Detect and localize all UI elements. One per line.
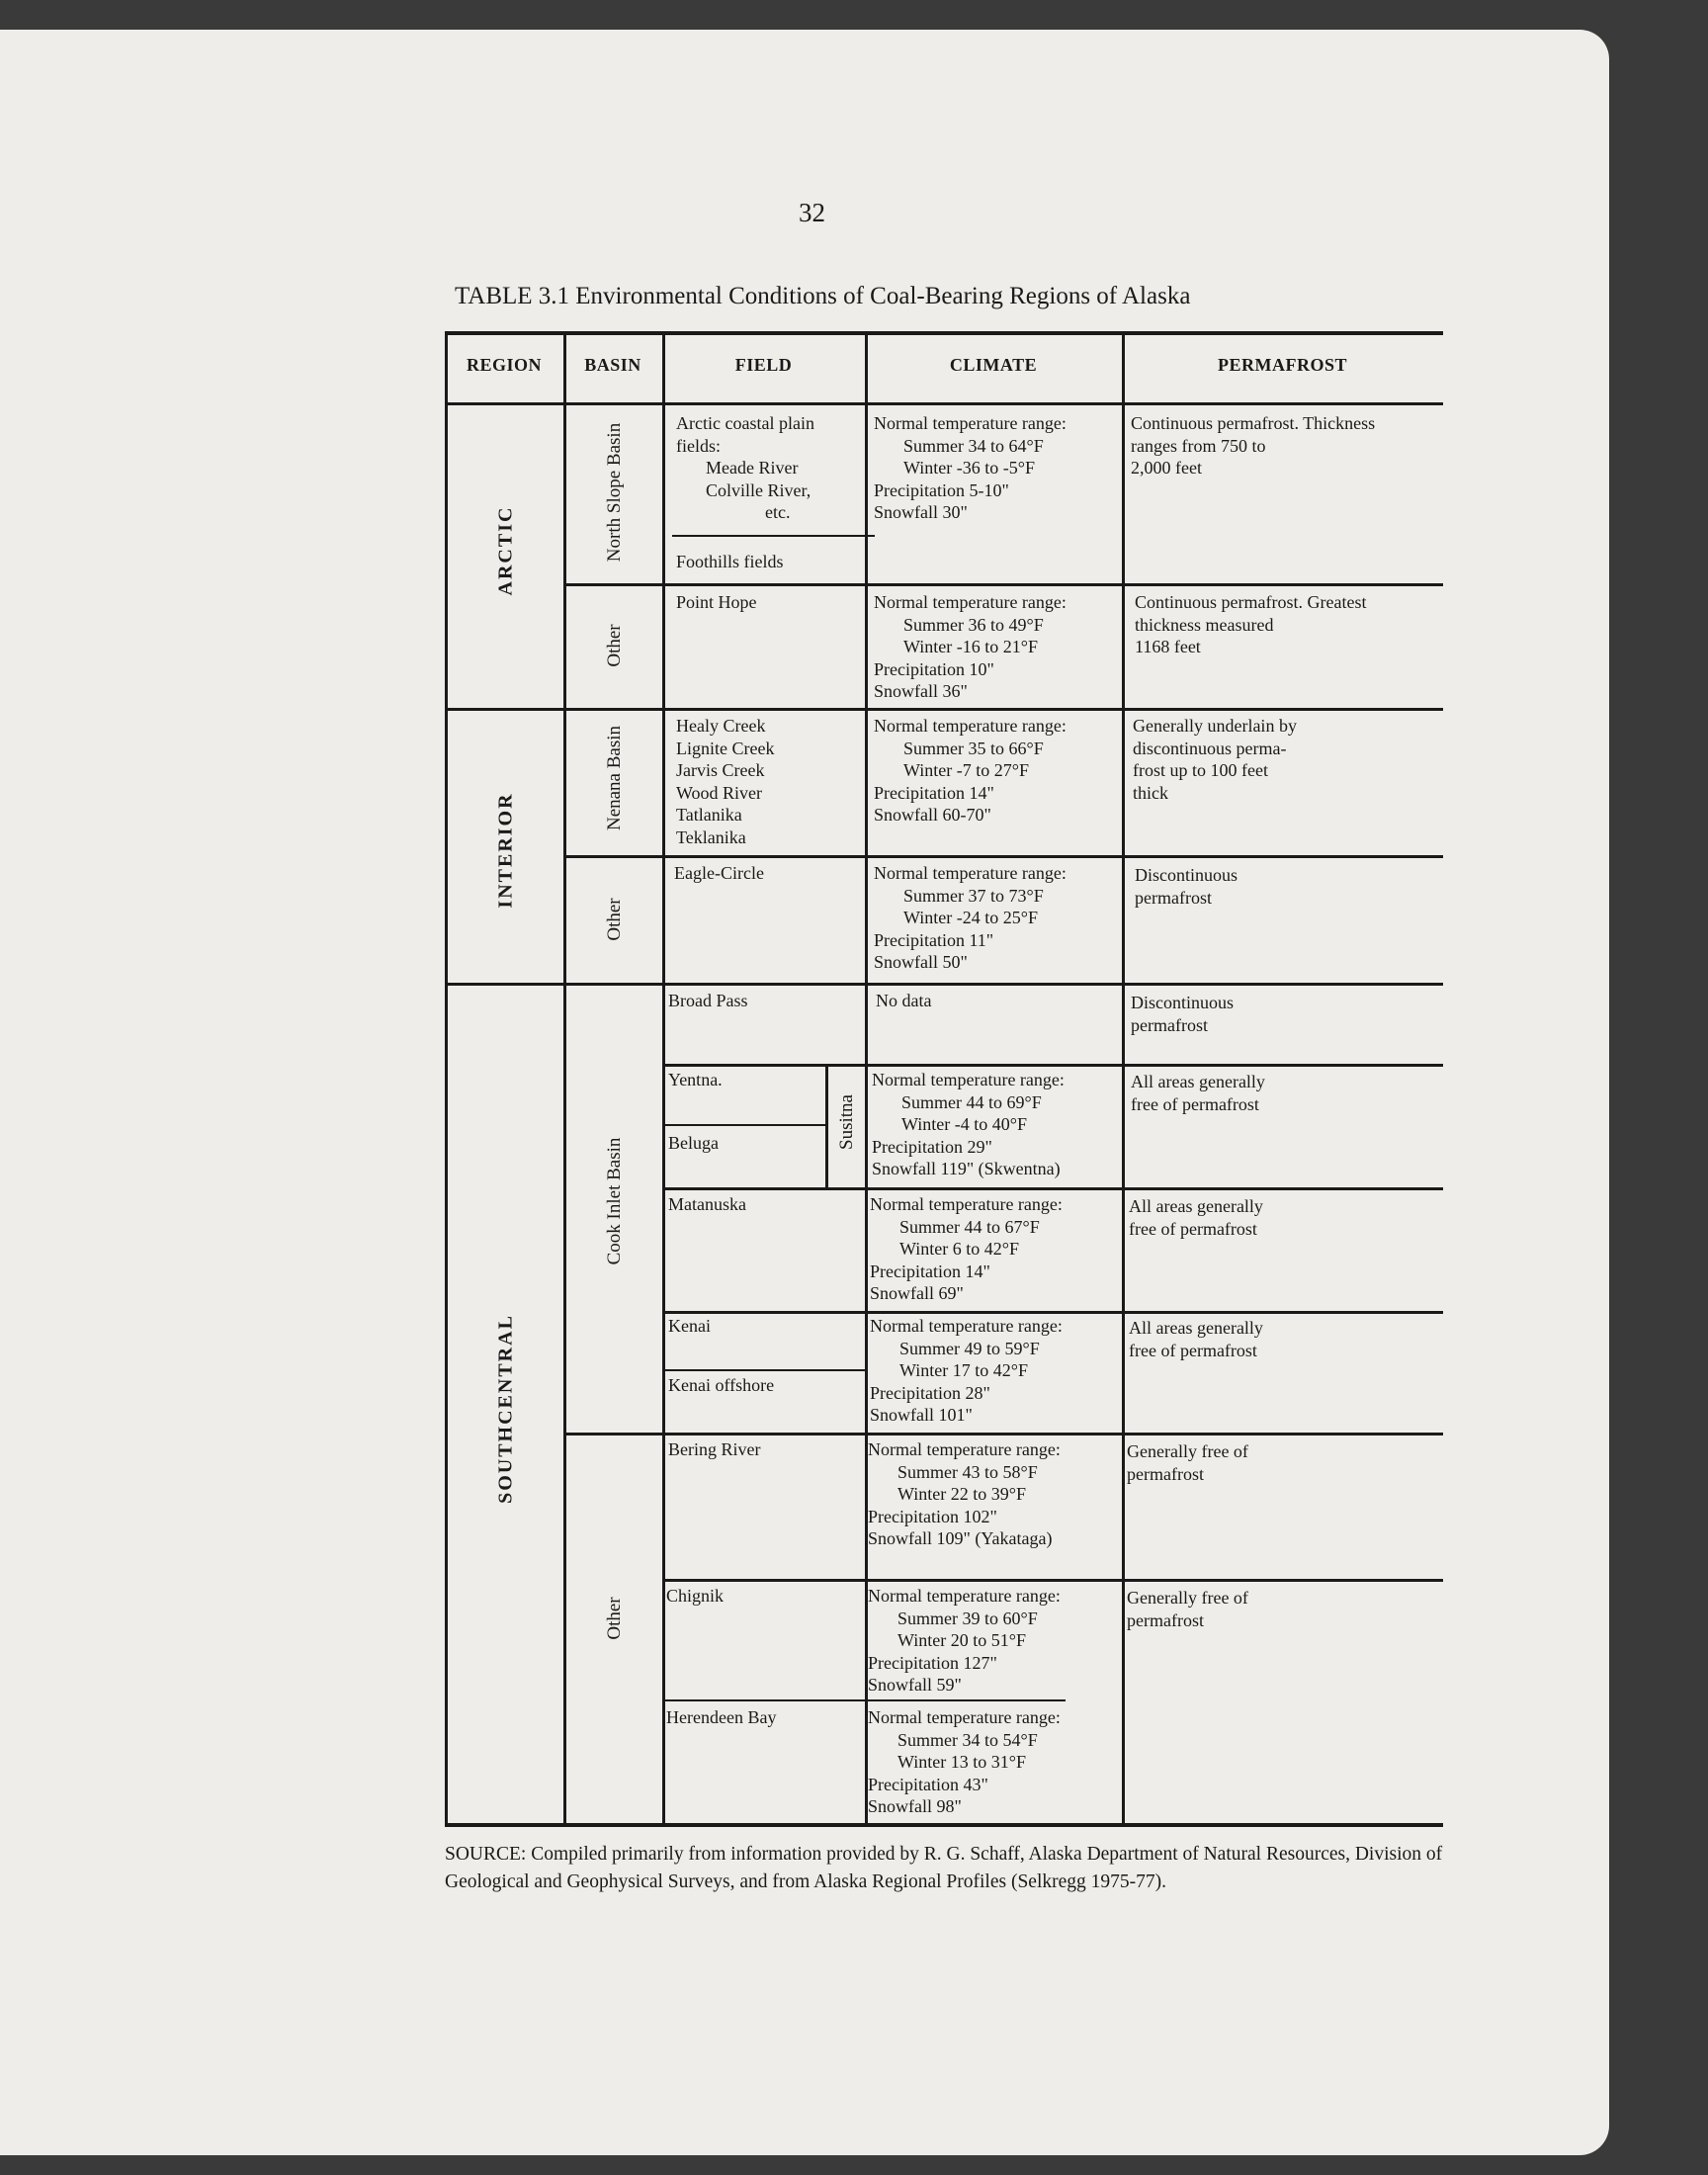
table-bottom-rule <box>445 1823 1443 1827</box>
region-rule <box>445 983 1443 986</box>
header-rule <box>445 402 1443 405</box>
climate-matanuska: Normal temperature range: Summer 44 to 67°F Winter 6 to 42°F Precipitation 14" Snowfall 69" <box>870 1194 1063 1303</box>
environmental-conditions-table <box>445 331 1443 1826</box>
region-interior: INTERIOR <box>494 792 517 909</box>
header-climate: CLIMATE <box>949 355 1038 375</box>
rule <box>662 331 665 1826</box>
region-rule <box>445 708 1443 711</box>
permafrost-broad-pass: Discontinuous permafrost <box>1131 993 1235 1035</box>
climate-herendeen-bay: Normal temperature range: Summer 34 to 54°F Winter 13 to 31°F Precipitation 43" Snowfall 98" <box>868 1707 1061 1816</box>
region-southcentral: SOUTHCENTRAL <box>494 1314 517 1504</box>
rule <box>662 1369 865 1371</box>
rule <box>662 1579 1443 1582</box>
permafrost-nenana: Generally underlain by discontinuous perma- frost up to 100 feet thick <box>1133 716 1297 803</box>
permafrost-kenai: All areas generally free of permafrost <box>1129 1318 1263 1360</box>
rule <box>672 535 875 537</box>
field-yentna: Yentna. <box>668 1070 723 1089</box>
field-herendeen-bay: Herendeen Bay <box>666 1707 777 1727</box>
field-broad-pass: Broad Pass <box>668 991 748 1010</box>
climate-north-slope: Normal temperature range: Summer 34 to 64°F Winter -36 to -5°F Precipitation 5-10" Snowfall 30" <box>874 413 1067 522</box>
header-region: REGION <box>466 355 542 375</box>
rule <box>662 1124 825 1126</box>
field-nenana-list: Healy Creek Lignite Creek Jarvis Creek Wood River Tatlanika Teklanika <box>676 716 775 847</box>
climate-bering-river: Normal temperature range: Summer 43 to 58°F Winter 22 to 39°F Precipitation 102" Snowfall 109" (Yakataga) <box>868 1439 1061 1548</box>
rule <box>825 1064 828 1187</box>
permafrost-bering-river: Generally free of permafrost <box>1127 1441 1248 1484</box>
climate-broad-pass: No data <box>876 991 932 1010</box>
header-basin: BASIN <box>584 355 641 375</box>
source-note: SOURCE: Compiled primarily from information provided by R. G. Schaff, Alaska Department of Natural Resources, Division of Geological and Geophysical Surveys, and from Alaska Regional Profiles (Selkregg 1975-77). <box>445 1844 1443 1892</box>
climate-kenai: Normal temperature range: Summer 49 to 59°F Winter 17 to 42°F Precipitation 28" Snowfall 101" <box>870 1316 1063 1425</box>
climate-eagle-circle: Normal temperature range: Summer 37 to 73°F Winter -24 to 25°F Precipitation 11" Snowfall 50" <box>874 863 1067 972</box>
field-eagle-circle: Eagle-Circle <box>674 863 764 883</box>
field-point-hope: Point Hope <box>676 592 757 612</box>
climate-chignik: Normal temperature range: Summer 39 to 60°F Winter 20 to 51°F Precipitation 127" Snowfall 59" <box>868 1586 1061 1695</box>
climate-susitna: Normal temperature range: Summer 44 to 69°F Winter -4 to 40°F Precipitation 29" Snowfall 119" (Skwentna) <box>872 1070 1065 1178</box>
permafrost-eagle-circle: Discontinuous permafrost <box>1135 865 1238 908</box>
rule <box>563 855 1443 858</box>
field-arctic-coastal-plain: Arctic coastal plain fields: Meade River Colville River, etc. <box>676 413 814 522</box>
rule <box>563 583 1443 586</box>
basin-interior-other: Other <box>604 898 625 941</box>
field-kenai-offshore: Kenai offshore <box>668 1375 775 1395</box>
field-foothills: Foothills fields <box>676 552 784 571</box>
climate-point-hope: Normal temperature range: Summer 36 to 49°F Winter -16 to 21°F Precipitation 10" Snowfall 36" <box>874 592 1067 701</box>
header-field: FIELD <box>734 355 793 375</box>
page-number: 32 <box>799 198 825 227</box>
header-permafrost: PERMAFROST <box>1218 355 1347 375</box>
rule <box>662 1311 1443 1314</box>
basin-susitna: Susitna <box>836 1094 857 1150</box>
field-chignik: Chignik <box>666 1586 725 1606</box>
permafrost-chignik: Generally free of permafrost <box>1127 1588 1248 1630</box>
table-top-rule <box>445 331 1443 335</box>
permafrost-susitna: All areas generally free of permafrost <box>1131 1072 1265 1114</box>
rule <box>563 331 566 1826</box>
field-beluga: Beluga <box>668 1133 719 1153</box>
rule <box>662 1187 1443 1190</box>
table-title: TABLE 3.1 Environmental Conditions of Coal-Bearing Regions of Alaska <box>455 283 1191 309</box>
field-kenai: Kenai <box>668 1316 711 1336</box>
basin-southcentral-other: Other <box>604 1597 625 1640</box>
rule <box>445 331 448 1826</box>
climate-nenana: Normal temperature range: Summer 35 to 66°F Winter -7 to 27°F Precipitation 14" Snowfall 60-70" <box>874 716 1067 825</box>
rule <box>662 1064 1443 1067</box>
basin-arctic-other: Other <box>604 624 625 667</box>
permafrost-point-hope: Continuous permafrost. Greatest thickness measured 1168 feet <box>1135 592 1367 656</box>
basin-nenana: Nenana Basin <box>604 725 625 831</box>
field-bering-river: Bering River <box>668 1439 761 1459</box>
rule <box>662 1699 1066 1701</box>
permafrost-matanuska: All areas generally free of permafrost <box>1129 1196 1263 1239</box>
basin-cook-inlet: Cook Inlet Basin <box>604 1137 625 1265</box>
basin-north-slope: North Slope Basin <box>604 422 625 563</box>
rule <box>563 1433 1443 1436</box>
rule <box>1122 331 1125 1826</box>
region-arctic: ARCTIC <box>494 505 517 596</box>
field-matanuska: Matanuska <box>668 1194 746 1214</box>
permafrost-north-slope: Continuous permafrost. Thickness ranges from 750 to 2,000 feet <box>1131 413 1376 478</box>
